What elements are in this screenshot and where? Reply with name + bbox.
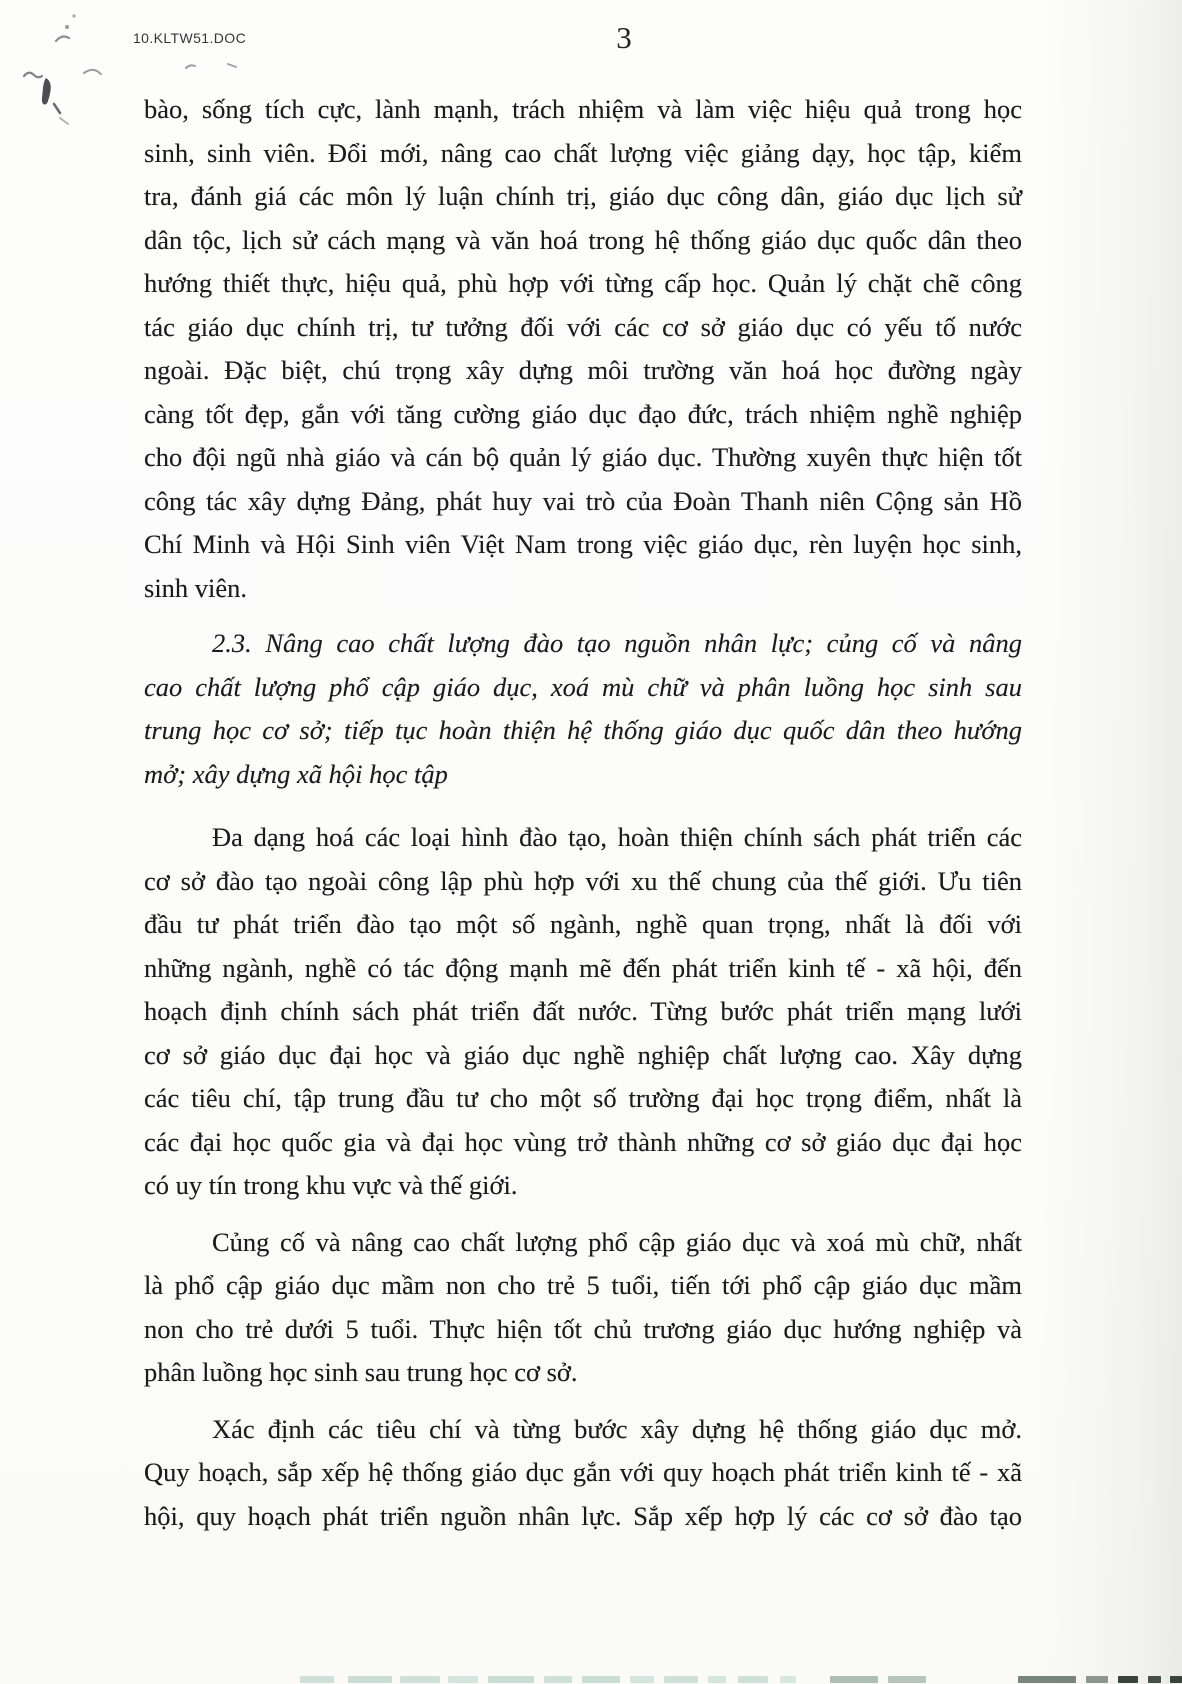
text-line: 2.3. Nâng cao chất lượng đào tạo nguồn nhân lực; củng cố và nâng — [212, 628, 1022, 658]
text-line: công tác xây dựng Đảng, phát huy vai trò của Đoàn Thanh niên Cộng sản Hồ — [144, 485, 1022, 516]
document-code-label: 10.KLTW51.DOC — [133, 30, 247, 46]
scan-mark — [888, 1676, 926, 1683]
text-line: trung học cơ sở; tiếp tục hoàn thiện hệ thống giáo dục quốc dân theo hướng — [144, 715, 1022, 745]
scan-mark — [300, 1676, 334, 1683]
text-line: là phổ cập giáo dục mầm non cho trẻ 5 tuổi, tiến tới phổ cập giáo dục mầm — [144, 1270, 1022, 1300]
scan-mark — [1086, 1676, 1108, 1683]
text-line: dân tộc, lịch sử cách mạng và văn hoá trong hệ thống giáo dục quốc dân theo — [144, 224, 1022, 255]
text-line: hoạch định chính sách phát triển đất nước. Từng bước phát triển mạng lưới — [144, 996, 1022, 1026]
scan-mark — [630, 1676, 654, 1683]
page-number: 3 — [616, 20, 632, 55]
scan-mark — [348, 1676, 392, 1683]
text-line: bào, sống tích cực, lành mạnh, trách nhiệm và làm việc hiệu quả trong học — [144, 94, 1022, 124]
scan-mark — [400, 1676, 440, 1683]
text-line: càng tốt đẹp, gắn với tăng cường giáo dục đạo đức, trách nhiệm nghề nghiệp — [144, 398, 1022, 429]
text-line: cơ sở đào tạo ngoài công lập phù hợp với xu thế chung của thế giới. Ưu tiên — [144, 865, 1022, 896]
text-line: sinh, sinh viên. Đổi mới, nâng cao chất lượng việc giảng dạy, học tập, kiểm — [144, 137, 1022, 168]
section-heading — [144, 622, 1022, 796]
text-line: các đại học quốc gia và đại học vùng trở thành những cơ sở giáo dục đại học — [144, 1126, 1022, 1157]
scan-mark — [708, 1676, 726, 1683]
text-line: hội, quy hoạch phát triển nguồn nhân lực. Sắp xếp hợp lý các cơ sở đào tạo — [144, 1500, 1022, 1531]
text-line: non cho trẻ dưới 5 tuổi. Thực hiện tốt chủ trương giáo dục hướng nghiệp và — [144, 1313, 1022, 1344]
text-line: cho đội ngũ nhà giáo và cán bộ quản lý giáo dục. Thường xuyên thực hiện tốt — [144, 442, 1022, 472]
scan-mark — [780, 1676, 796, 1683]
paragraph — [144, 816, 1022, 1208]
scan-mark — [582, 1676, 620, 1683]
text-line: phân luồng học sinh sau trung học cơ sở. — [144, 1357, 578, 1387]
text-line: những ngành, nghề có tác động mạnh mẽ đến phát triển kinh tế - xã hội, đến — [144, 952, 1022, 983]
scan-mark — [1018, 1676, 1076, 1683]
text-line: tác giáo dục chính trị, tư tưởng đối với các cơ sở giáo dục có yếu tố nước — [144, 311, 1022, 342]
text-line: ngoài. Đặc biệt, chú trọng xây dựng môi trường văn hoá học đường ngày — [144, 355, 1022, 385]
paragraph — [144, 88, 1022, 610]
text-line: Đa dạng hoá các loại hình đào tạo, hoàn thiện chính sách phát triển các — [212, 822, 1022, 852]
text-line: Chí Minh và Hội Sinh viên Việt Nam trong việc giáo dục, rèn luyện học sinh, — [144, 529, 1022, 559]
scan-mark — [664, 1676, 698, 1683]
scan-mark — [1148, 1676, 1161, 1683]
document-body — [144, 88, 1022, 1538]
text-line: hướng thiết thực, hiệu quả, phù hợp với từng cấp học. Quản lý chặt chẽ công — [144, 268, 1022, 298]
text-line: cao chất lượng phổ cập giáo dục, xoá mù chữ và phân luồng học sinh sau — [144, 671, 1022, 702]
text-line: cơ sở giáo dục đại học và giáo dục nghề nghiệp chất lượng cao. Xây dựng — [144, 1039, 1022, 1070]
scan-mark — [1118, 1676, 1138, 1683]
text-line: mở; xây dựng xã hội học tập — [144, 758, 448, 789]
scan-mark — [448, 1676, 478, 1683]
text-line: các tiêu chí, tập trung đầu tư cho một số trường đại học trọng điểm, nhất là — [144, 1083, 1022, 1113]
scan-mark — [544, 1676, 572, 1683]
scan-mark — [830, 1676, 878, 1683]
text-line: Quy hoạch, sắp xếp hệ thống giáo dục gắn với quy hoạch phát triển kinh tế - xã — [144, 1457, 1022, 1487]
text-line: có uy tín trong khu vực và thế giới. — [144, 1170, 518, 1200]
paragraph — [144, 1408, 1022, 1539]
text-line: sinh viên. — [144, 572, 248, 603]
text-line: đầu tư phát triển đào tạo một số ngành, nghề quan trọng, nhất là đối với — [144, 909, 1022, 939]
scan-mark — [488, 1676, 534, 1683]
text-line: tra, đánh giá các môn lý luận chính trị, giáo dục công dân, giáo dục lịch sử — [144, 181, 1022, 211]
text-line: Xác định các tiêu chí và từng bước xây dựng hệ thống giáo dục mở. — [212, 1413, 1022, 1444]
scan-artifact-strip — [0, 1675, 1182, 1684]
paragraph — [144, 1221, 1022, 1395]
scan-mark — [1170, 1676, 1182, 1683]
text-line: Củng cố và nâng cao chất lượng phổ cập giáo dục và xoá mù chữ, nhất — [212, 1226, 1022, 1257]
scan-mark — [738, 1676, 768, 1683]
